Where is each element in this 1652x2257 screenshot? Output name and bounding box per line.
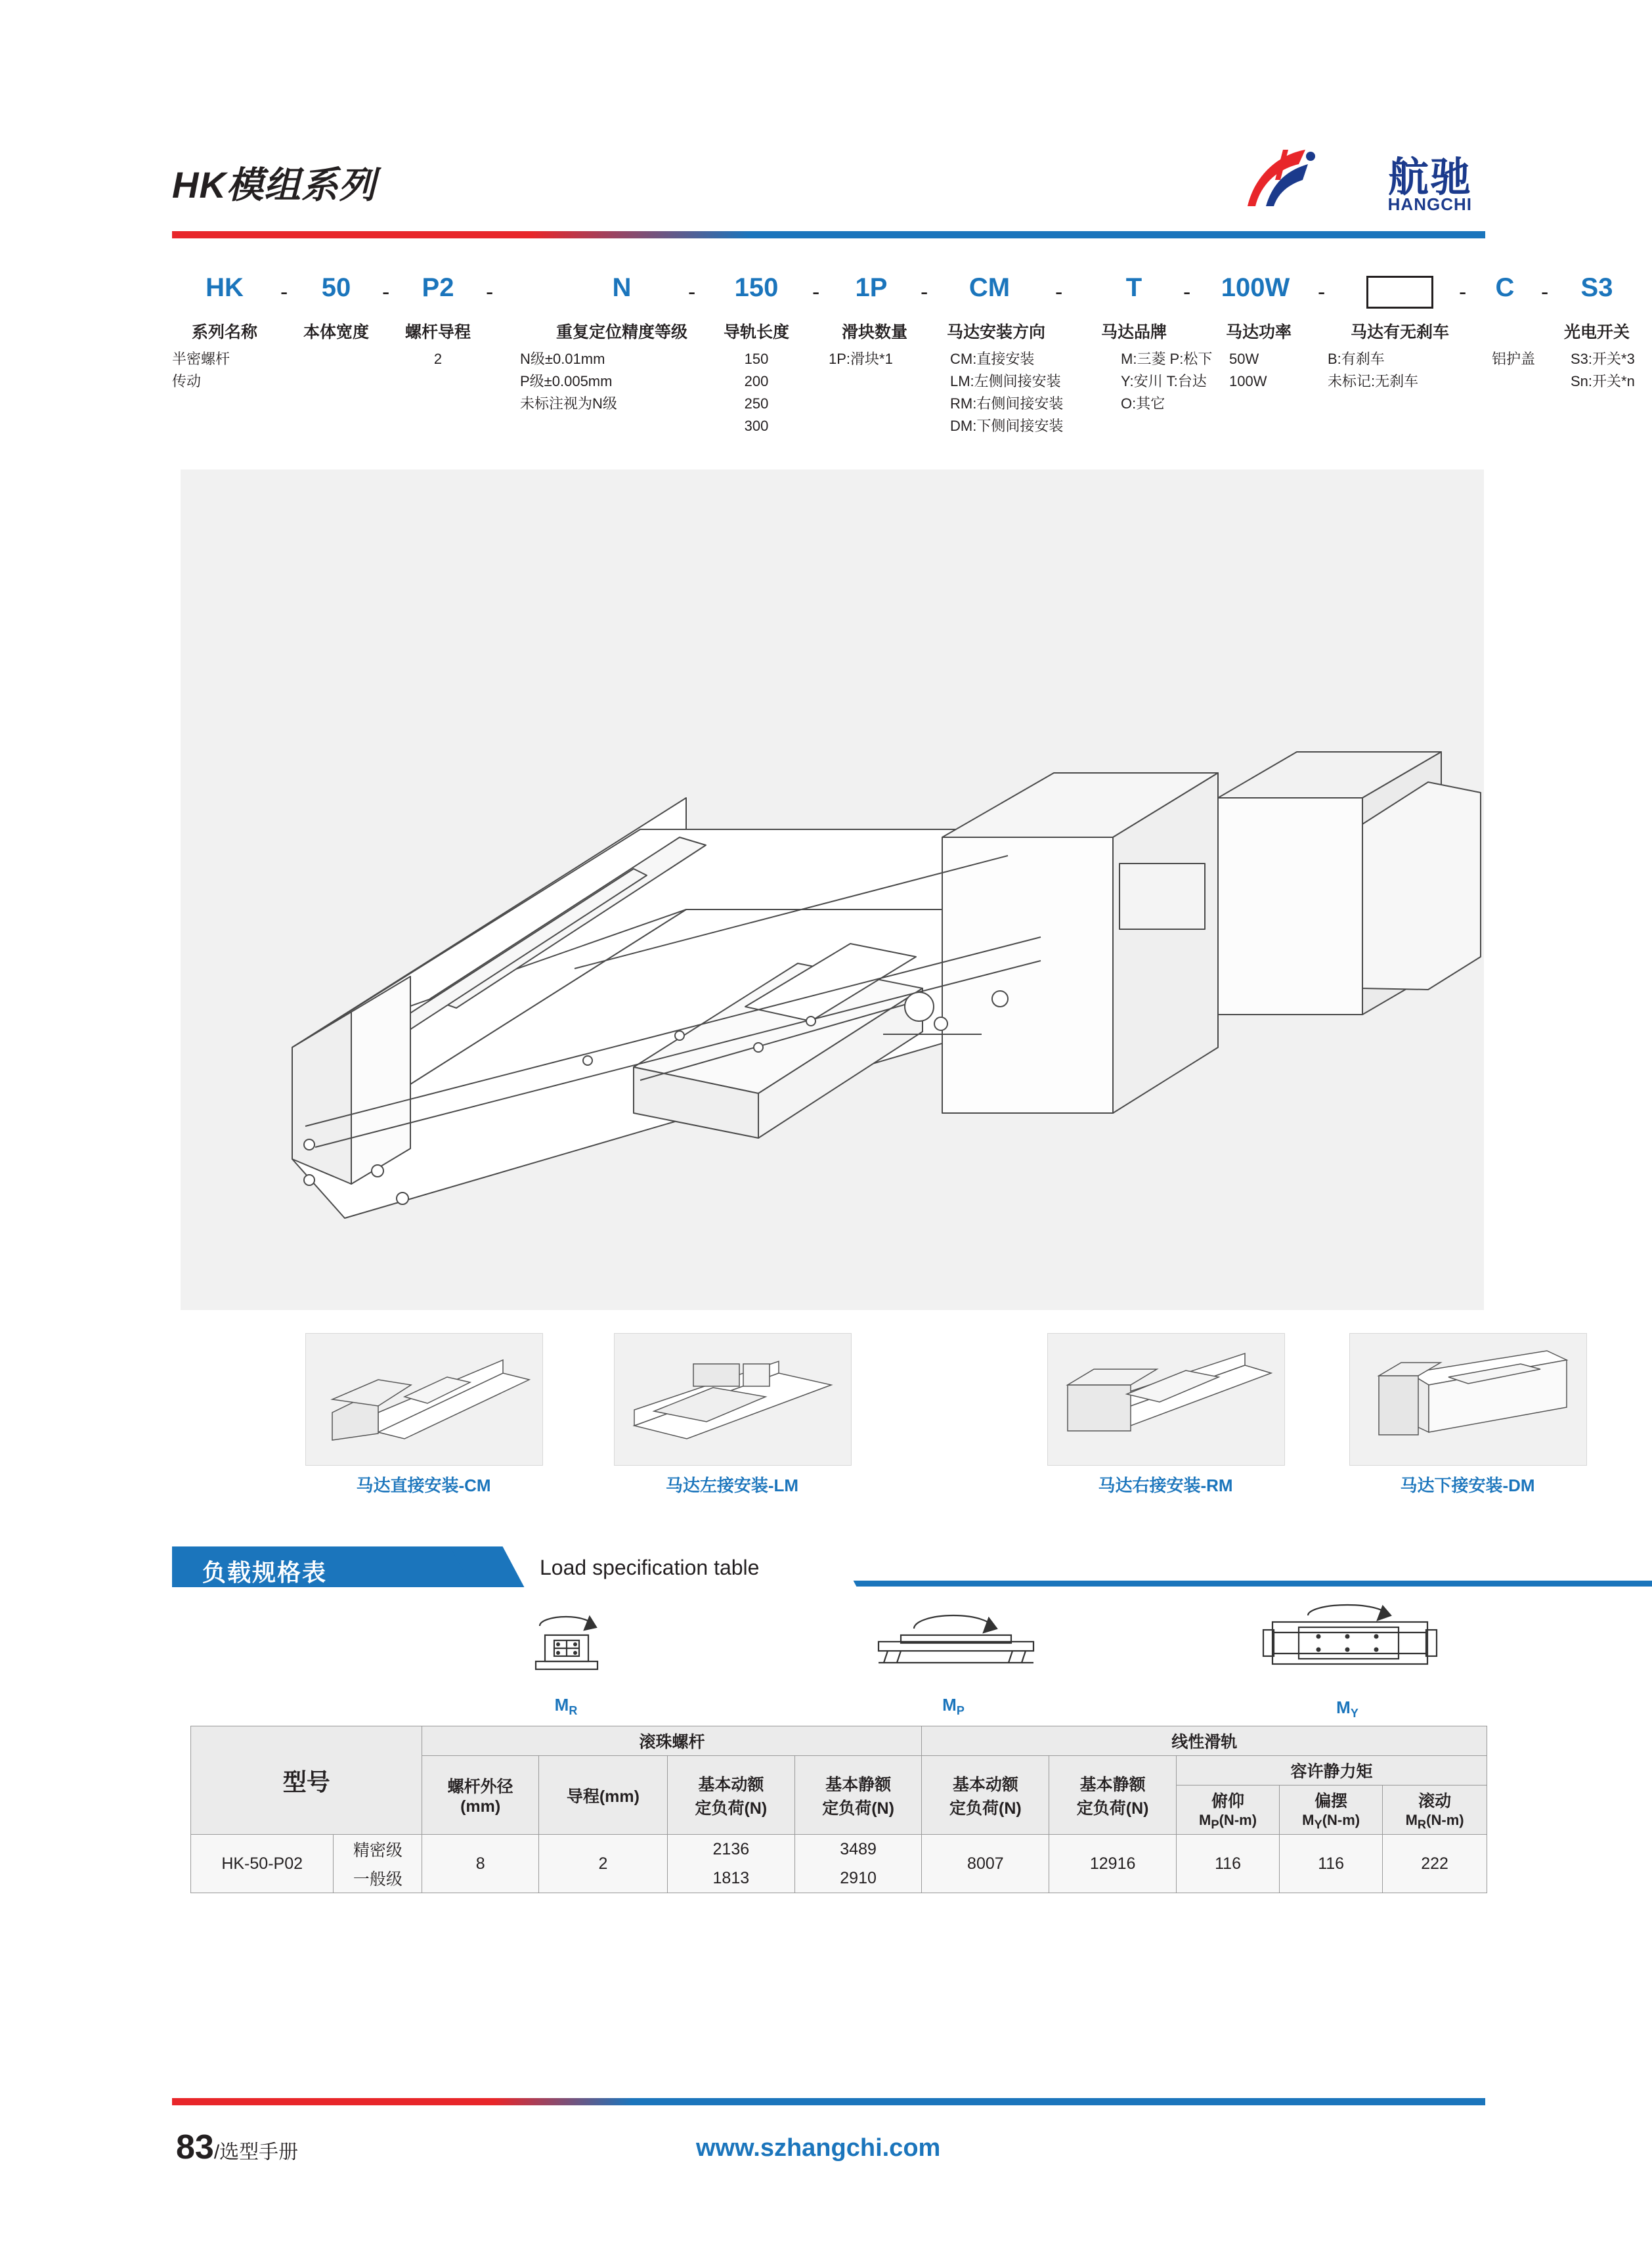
code-note-5: 1P:滑块*1 (829, 351, 893, 367)
code-note-9: B:有刹车 未标记:无刹车 (1328, 351, 1419, 389)
cell-mp: 116 (1177, 1835, 1280, 1893)
model-code-breakdown (172, 261, 1635, 445)
section-english-label: Load specification table (540, 1556, 760, 1579)
code-label-6: 马达安装方向 (946, 323, 1045, 341)
code-label-9: 马达有无刹车 (1350, 323, 1449, 341)
code-segment-8: 100W (1221, 273, 1290, 302)
cell-dyn-precision: 2136 (667, 1835, 794, 1864)
moment-pitch-icon (815, 1602, 1091, 1688)
moment-my-label: $M_Y$ (1336, 1698, 1359, 1720)
mounting-dm-drawing (1350, 1334, 1586, 1465)
th-lead: 导程(mm) (538, 1756, 667, 1835)
page-header (172, 138, 1485, 236)
code-dash: - (1541, 280, 1549, 305)
code-dash: - (688, 280, 696, 305)
cell-my: 116 (1280, 1835, 1383, 1893)
code-segment-10: C (1495, 273, 1515, 302)
module-line-drawing (181, 470, 1484, 1310)
thumbnail-cm[interactable] (305, 1333, 543, 1466)
moment-mr-label: $M_R$ (554, 1695, 578, 1718)
table-body (191, 1835, 1487, 1893)
moment-icons (172, 1602, 1485, 1720)
mounting-cm-drawing (306, 1334, 542, 1465)
page-title: HK模组系列 (172, 164, 376, 206)
table-row (191, 1835, 1487, 1864)
moment-mp (815, 1602, 1091, 1718)
cell-rail-dynamic: 8007 (922, 1835, 1049, 1893)
section-tab-label: 负载规格表 (202, 1559, 328, 1586)
cell-sta-normal: 2910 (794, 1864, 922, 1893)
code-label-2: 螺杆导程 (404, 323, 471, 341)
th-screw-dynamic: 基本动额 定负荷(N) (667, 1756, 794, 1835)
th-roll-moment: 滚动 $M_R(N-m)$ (1383, 1786, 1487, 1835)
code-note-7: M:三菱 P:松下 Y:安川 T:台达 O:其它 (1121, 351, 1213, 412)
table-head-row-1 (191, 1726, 1487, 1756)
moment-yaw-icon (1209, 1598, 1485, 1690)
code-segment-2: P2 (422, 273, 454, 302)
mounting-variants (181, 1333, 1535, 1517)
code-label-0: 系列名称 (191, 323, 257, 341)
code-segment-7: T (1125, 273, 1142, 302)
code-label-11: 光电开关 (1563, 323, 1630, 341)
code-label-1: 本体宽度 (303, 323, 369, 341)
th-pitch-moment: 俯仰 $M_P(N-m)$ (1177, 1786, 1280, 1835)
code-dash: - (921, 280, 928, 305)
cell-mr: 222 (1383, 1835, 1487, 1893)
code-segment-5: 1P (855, 273, 888, 302)
code-segment-3: N (612, 273, 632, 302)
code-dash: - (382, 280, 390, 305)
code-dash: - (280, 280, 288, 305)
th-group-linear-rail: 线性滑轨 (922, 1726, 1487, 1756)
thumbnail-rm-caption: 马达右接安装-RM (1098, 1476, 1233, 1495)
cell-sta-precision: 3489 (794, 1835, 922, 1864)
code-segment-9-blank (1347, 276, 1452, 309)
code-note-0: 半密螺杆 传动 (172, 351, 230, 389)
th-screw-static: 基本静额 定负荷(N) (794, 1756, 922, 1835)
section-rule (868, 1581, 1652, 1587)
cell-grade-precision: 精密级 (334, 1835, 422, 1864)
code-note-6: CM:直接安装 LM:左侧间接安装 RM:右侧间接安装 DM:下侧间接安装 (950, 351, 1064, 434)
thumbnail-cm-caption: 马达直接安装-CM (356, 1476, 491, 1495)
cell-dyn-normal: 1813 (667, 1864, 794, 1893)
section-header (172, 1546, 1485, 1592)
code-dash: - (1459, 280, 1467, 305)
mounting-rm-drawing (1048, 1334, 1284, 1465)
moment-mp-label: $M_P$ (942, 1695, 965, 1718)
thumbnail-rm[interactable] (1047, 1333, 1285, 1466)
code-note-3: N级±0.01mm P级±0.005mm 未标注视为N级 (520, 351, 617, 412)
code-label-4: 导轨长度 (723, 323, 789, 341)
code-segment-4: 150 (734, 273, 779, 302)
code-segment-6: CM (968, 273, 1011, 302)
code-note-10: 铝护盖 (1492, 351, 1536, 367)
code-note-4: 150 200 250 300 (744, 351, 769, 434)
page-number: 83/选型手册 (176, 2128, 299, 2166)
th-yaw-moment: 偏摆 $M_Y(N-m)$ (1280, 1786, 1383, 1835)
load-spec-table (190, 1726, 1487, 1893)
code-dash: - (1318, 280, 1326, 305)
moment-mr (467, 1602, 664, 1718)
table-head (191, 1726, 1487, 1835)
th-model: 型号 (191, 1726, 422, 1835)
code-note-11: S3:开关*3 Sn:开关*n (1571, 351, 1635, 389)
code-label-7: 马达品牌 (1100, 323, 1167, 341)
logo-text-cn: 航驰 (1387, 155, 1472, 200)
logo-text-en: HANGCHI (1387, 194, 1472, 214)
code-label-3: 重复定位精度等级 (555, 323, 687, 341)
moment-roll-icon (467, 1602, 664, 1688)
th-group-static-moment: 容许静力矩 (1177, 1756, 1487, 1786)
code-dash: - (812, 280, 820, 305)
code-dash: - (1055, 280, 1063, 305)
code-segment-1: 50 (321, 273, 351, 302)
header-divider-accent (172, 231, 750, 238)
code-dash: - (486, 280, 494, 305)
th-rail-static: 基本静额 定负荷(N) (1049, 1756, 1177, 1835)
th-rail-dynamic: 基本动额 定负荷(N) (922, 1756, 1049, 1835)
code-label-8: 马达功率 (1225, 323, 1292, 341)
th-group-ball-screw: 滚珠螺杆 (422, 1726, 922, 1756)
brand-logo (1223, 138, 1485, 223)
cell-rail-static: 12916 (1049, 1835, 1177, 1893)
thumbnail-dm-caption: 马达下接安装-DM (1400, 1476, 1535, 1495)
cell-lead: 2 (538, 1835, 667, 1893)
code-label-5: 滑块数量 (841, 323, 907, 341)
brake-blank-box (1366, 276, 1433, 309)
th-screw-outer-dia: 螺杆外径 (mm) (422, 1756, 538, 1835)
code-segment-0: HK (206, 273, 244, 302)
cell-screw-outer-dia: 8 (422, 1835, 538, 1893)
code-segment-11: S3 (1580, 273, 1613, 302)
product-illustration (181, 470, 1484, 1310)
mounting-lm-drawing (615, 1334, 851, 1465)
cell-grade-normal: 一般级 (334, 1864, 422, 1893)
footer-website[interactable]: www.szhangchi.com (696, 2134, 941, 2162)
code-dash: - (1183, 280, 1191, 305)
cell-model: HK-50-P02 (191, 1835, 334, 1893)
moment-my (1209, 1598, 1485, 1720)
footer-divider-accent (172, 2098, 632, 2105)
code-note-8: 50W 100W (1229, 351, 1267, 389)
code-note-2: 2 (433, 351, 443, 367)
thumbnail-dm[interactable] (1349, 1333, 1587, 1466)
thumbnail-lm-caption: 马达左接安装-LM (665, 1476, 799, 1495)
thumbnail-lm[interactable] (614, 1333, 852, 1466)
logo-icon (1242, 143, 1321, 215)
